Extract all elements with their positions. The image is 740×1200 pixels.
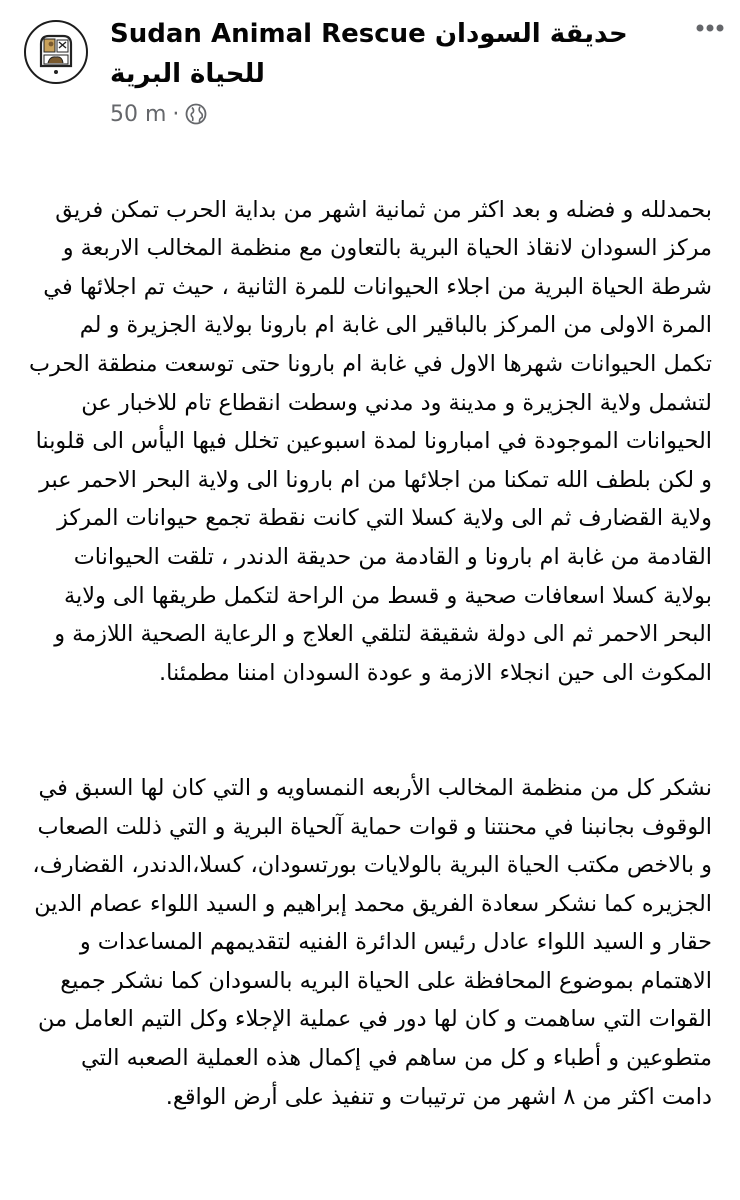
post-timestamp[interactable]: 50 m: [110, 101, 167, 127]
post-header: [0, 0, 740, 140]
sudan-animal-rescue-logo: [26, 22, 86, 82]
globe-icon[interactable]: [185, 103, 207, 125]
more-options-button[interactable]: [690, 16, 730, 40]
post-body: [28, 152, 712, 1155]
post-meta: [110, 98, 207, 130]
post-paragraph: بحمدلله و فضله و بعد اكثر من ثمانية اشهر من بداية الحرب تمكن فريق مركز السودان لانقاذ الحياة البرية بالتعاون مع منظمة المخالب الاربعة و شرطة الحياة البرية من اجلاء الحيوانات للمرة الثانية ، حيث تم اجلائها في المرة الاولى من المركز بالباقير الى غابة ام بارونا بولاية الجزيرة و لم تكمل الحيوانات شهرها الاول في غابة ام بارونا حتى توسعت منطقة الحرب لتشمل ولاية الجزيرة و مدينة ود مدني وسطت انقطاع تام للاخبار عن الحيوانات الموجودة في امبارونا لمدة اسبوعين تخلل فيها اليأس الى قلوبنا و لكن بلطف الله تمكنا من اجلائها من ام بارونا الى ولاية البحر الاحمر عبر ولاية القضارف ثم الى ولاية كسلا التي كانت نقطة تجمع حيوانات المركز القادمة من غابة ام بارونا و القادمة من حديقة الدندر ، تلقت الحيوانات بولاية كسلا اسعافات صحية و قسط من الراحة لتكمل طريقها الى ولاية البحر الاحمر ثم الى دولة شقيقة لتلقي العلاج و الرعاية الصحية اللازمة و المكوث الى حين انجلاء الازمة و عودة السودان امننا مطمئنا.: [28, 196, 712, 686]
page-avatar[interactable]: [24, 20, 88, 84]
meta-separator: ·: [172, 101, 180, 127]
page-name[interactable]: Sudan Animal Rescue حديقة السودان للحياة البرية: [110, 19, 628, 89]
post-paragraph: نشكر كل من منظمة المخالب الأربعه النمساويه و التي كان لها السبق في الوقوف بجانبنا في محنتنا و قوات حماية آلحياة البرية و التي ذللت الصعاب و بالاخص مكتب الحياة البرية بالولايات بورتسودان، كسلا،الدندر، القضارف، الجزيره كما نشكر سعادة الفريق محمد إبراهيم و السيد اللواء عصام الدين حقار و السيد اللواء عادل رئيس الدائرة الفنيه لتقديمهم المساعدات و الاهتمام بموضوع المحافظة على الحياة البريه بالسودان كما نشكر جميع القوات التي ساهمت و كان لها دور في عملية الإجلاء وكل التيم العامل من متطوعين و أطباء و كل من ساهم في إكمال هذه العملية الصعبه التي دامت اكثر من ٨ اشهر من ترتيبات و تنفيذ على أرض الواقع.: [32, 774, 712, 1110]
more-options-icon: [690, 16, 730, 40]
